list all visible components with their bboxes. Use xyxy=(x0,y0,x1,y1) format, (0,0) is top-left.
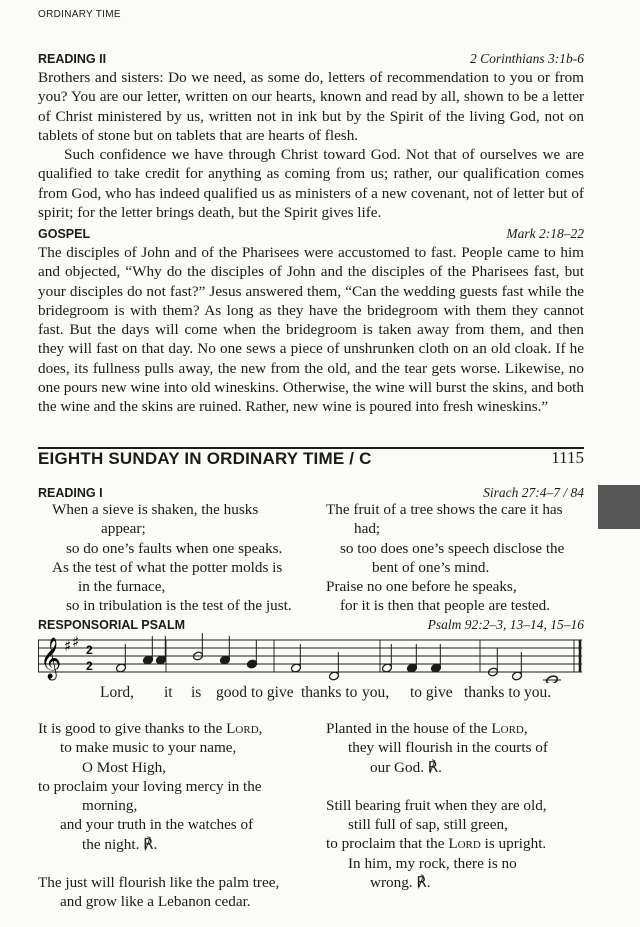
section-title: EIGHTH SUNDAY IN ORDINARY TIME / C xyxy=(38,449,372,468)
reading2-paragraph-1: Brothers and sisters: Do we need, as some do, letters of recommendation to you or from you? You are our letter, written on our hearts, known and read by all, shown to be a letter of Christ ministered by us, written not in ink but by the Spirit of the living God, not on tablets of stone but on tablets that are hearts of flesh. xyxy=(38,69,584,144)
poem-line: for it is then that people are tested. xyxy=(340,597,551,615)
reading1-heading: READING I xyxy=(38,486,103,500)
poem-line: The fruit of a tree shows the care it has xyxy=(326,501,563,518)
hymn-number: 1115 xyxy=(551,448,584,467)
psalm-line: It is good to give thanks to the Lord, xyxy=(38,720,263,737)
reading2-heading: READING II xyxy=(38,52,107,66)
poem-line: so too does one’s speech disclose the xyxy=(340,539,565,557)
music-staff xyxy=(38,633,584,683)
psalm-line: Planted in the house of the Lord, xyxy=(326,720,528,737)
time-sig-bottom: 2 xyxy=(86,659,93,673)
psalm-line: In him, my rock, there is no xyxy=(348,854,517,872)
lord-smallcaps: Lord xyxy=(448,835,481,853)
treble-clef-icon: 𝄞 xyxy=(40,638,62,679)
gospel-text xyxy=(38,243,584,417)
psalm-line: morning, xyxy=(82,797,138,815)
reading1-left-column xyxy=(38,500,292,616)
time-signature xyxy=(86,643,93,673)
refrain-word: to give xyxy=(251,684,294,701)
psalm-line: and your truth in the watches of xyxy=(60,816,254,834)
poem-line: so in tribulation is the test of the just. xyxy=(66,597,292,615)
refrain-word: thanks to xyxy=(464,684,521,701)
poem-line: When a sieve is shaken, the husks xyxy=(52,501,259,518)
refrain-word: thanks to xyxy=(301,684,358,701)
psalm-line: O Most High, xyxy=(82,758,166,776)
note-head xyxy=(546,675,559,683)
psalm-heading: RESPONSORIAL PSALM xyxy=(38,618,186,632)
refrain-word: good xyxy=(216,684,247,701)
psalm-citation: Psalm 92:2–3, 13–14, 15–16 xyxy=(427,617,584,632)
lord-smallcaps: Lord xyxy=(491,720,524,737)
reading2-paragraph-2: Such confidence we have through Christ toward God. Not that of ourselves we are qualified to take credit for anything as coming from us; rather, our qualification comes from God, who has indeed qualified us as ministers of a new covenant, not of letter but of spirit; for the letter brings death, but the Spirit gives life. xyxy=(38,146,584,222)
poem-line: Praise no one before he speaks, xyxy=(326,578,517,596)
psalm-line: to proclaim your loving mercy in the xyxy=(38,777,262,795)
poem-line: in the furnace, xyxy=(78,578,166,596)
notes-group xyxy=(115,633,561,683)
poem-line: so do one’s faults when one speaks. xyxy=(66,539,283,557)
lord-smallcaps: Lord xyxy=(226,720,259,737)
psalm-line: The just will flourish like the palm tree, xyxy=(38,874,280,892)
thumb-tab xyxy=(598,485,640,529)
poem-line: had; xyxy=(354,520,381,538)
time-sig-top: 2 xyxy=(86,643,93,657)
refrain-word: it xyxy=(164,684,173,701)
poem-line: bent of one’s mind. xyxy=(372,558,490,576)
psalm-line: Still bearing fruit when they are old, xyxy=(326,796,547,814)
poem-line: As the test of what the potter molds is xyxy=(52,558,283,576)
reading2-text xyxy=(38,68,584,222)
psalm-line: and grow like a Lebanon cedar. xyxy=(60,893,251,911)
sharp-icon: ♯ xyxy=(72,633,80,651)
running-head: ORDINARY TIME xyxy=(38,9,121,20)
reading1-right-column xyxy=(326,500,564,616)
gospel-paragraph: The disciples of John and of the Pharisees were accustomed to fast. People came to him and objected, “Why do the disciples of John and the disciples of the Pharisees fast, but your disciples do not fast?” Jesus answered them, “Can the wedding guests fast while the bridegroom is with them? As long as they have the bridegroom with them they cannot fast. But the days will come when the bridegroom is taken away from them, and then they will fast on that day. No one sews a piece of unshrunken cloth on an old cloak. If he does, its fullness pulls away, the new from the old, and the tear gets worse. Likewise, no one pours new wine into old wineskins. Otherwise, the wine will burst the skins, and both the wine and the skins are ruined. Rather, new wine is poured into fresh wineskins.” xyxy=(38,244,584,416)
gospel-citation: Mark 2:18–22 xyxy=(506,226,584,241)
refrain-word: you, xyxy=(362,684,390,701)
psalm-line: to proclaim that the Lord is upright. xyxy=(326,835,547,853)
refrain-word: Lord, xyxy=(100,684,135,701)
psalm-line: wrong. ℟. xyxy=(370,874,431,892)
psalm-line: the night. ℟. xyxy=(82,835,158,853)
reading2-citation: 2 Corinthians 3:1b-6 xyxy=(469,51,584,66)
psalm-line: our God. ℟. xyxy=(370,758,442,776)
psalm-line: to make music to your name, xyxy=(60,739,237,757)
poem-line: appear; xyxy=(101,520,146,538)
gospel-heading: GOSPEL xyxy=(38,227,91,241)
refrain-word: to give xyxy=(410,684,453,701)
psalm-line: still full of sap, still green, xyxy=(348,816,508,834)
refrain-word: is xyxy=(191,684,202,701)
refrain-word: you. xyxy=(524,684,552,701)
sharp-icon: ♯ xyxy=(64,637,72,655)
psalm-left-column xyxy=(38,719,279,912)
reading1-citation: Sirach 27:4–7 / 84 xyxy=(483,485,584,500)
psalm-line: they will flourish in the courts of xyxy=(348,739,548,757)
psalm-right-column xyxy=(326,719,548,892)
